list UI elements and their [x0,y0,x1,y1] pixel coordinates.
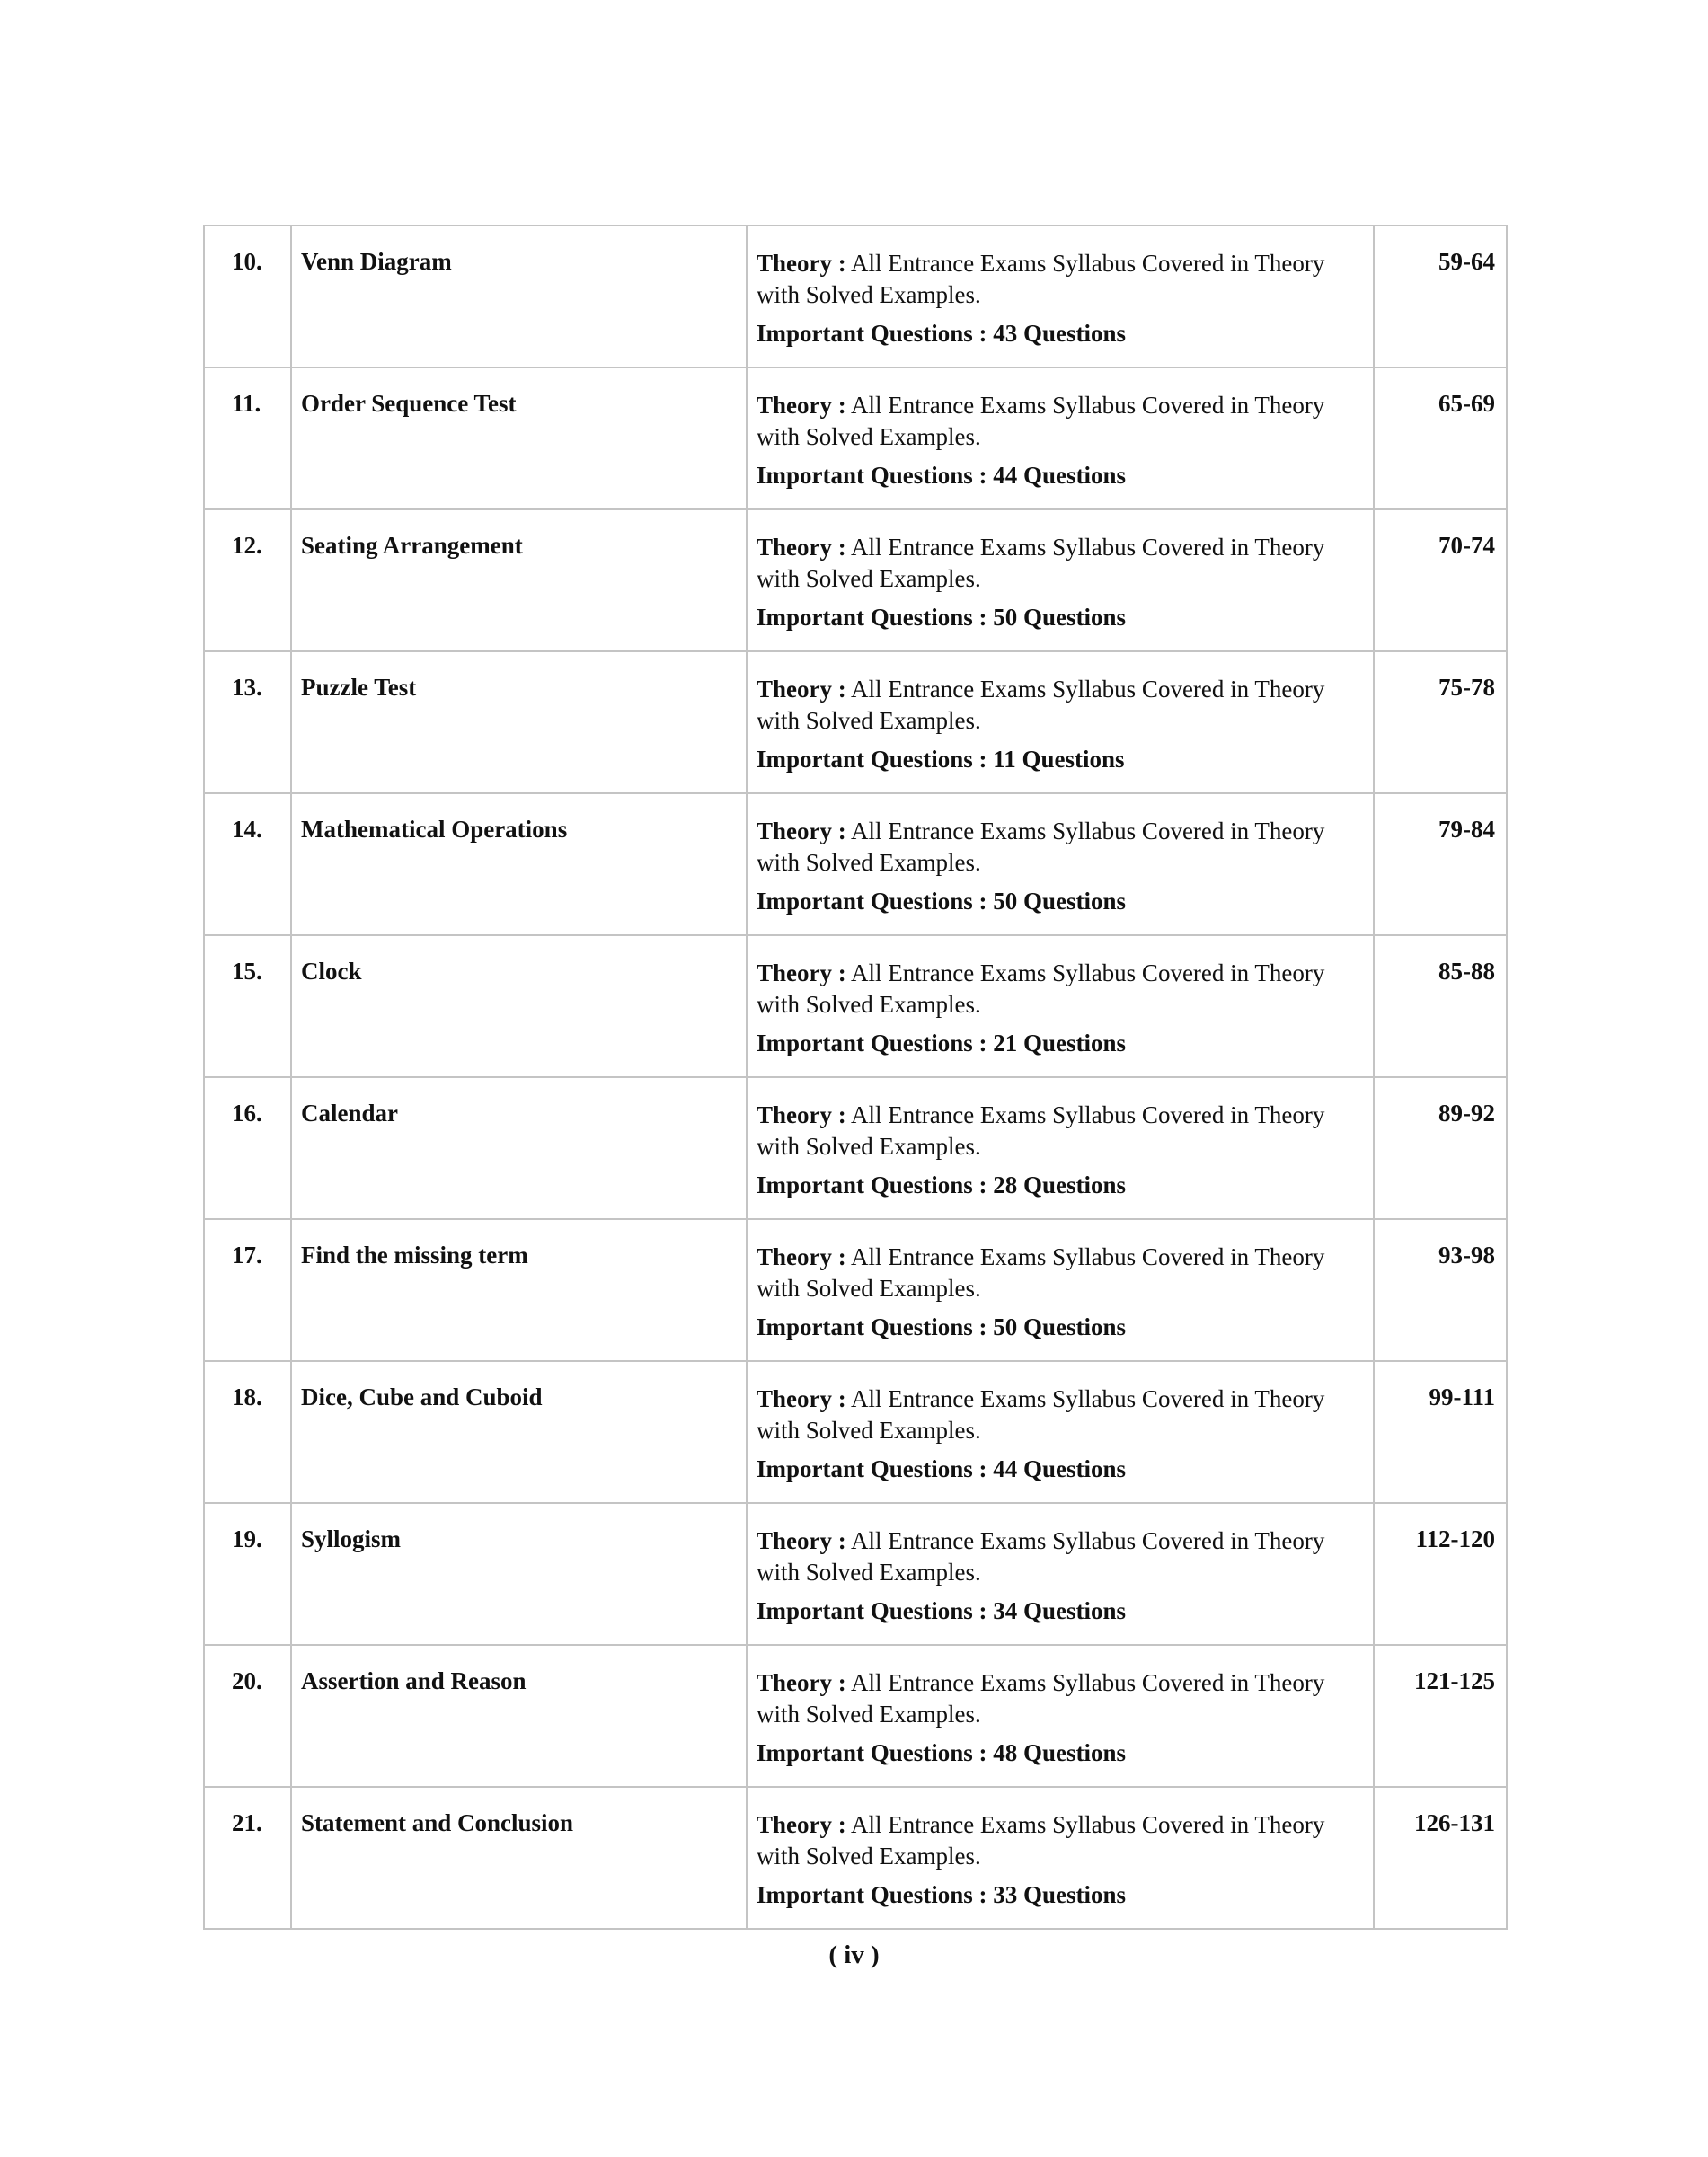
table-row [204,1645,1507,1787]
table-row [204,935,1507,1077]
chapter-number: 16. [204,1077,291,1219]
important-questions: Important Questions : 34 Questions [757,1597,1127,1624]
table-row [204,1219,1507,1361]
important-questions: Important Questions : 21 Questions [757,1030,1127,1056]
table-row [204,509,1507,651]
theory-text: All Entrance Exams Syllabus Covered in Theory with Solved Examples. [757,534,1325,592]
theory-label: Theory : [757,1669,846,1696]
important-questions: Important Questions : 11 Questions [757,746,1125,773]
theory-label: Theory : [757,1243,846,1270]
important-questions: Important Questions : 50 Questions [757,604,1127,631]
theory-label: Theory : [757,250,846,277]
page-range: 75-78 [1374,651,1507,793]
chapter-number: 11. [204,367,291,509]
chapter-description [747,1503,1374,1645]
chapter-title: Find the missing term [291,1219,747,1361]
table-row [204,225,1507,367]
chapter-description [747,1077,1374,1219]
theory-label: Theory : [757,818,846,844]
theory-label: Theory : [757,392,846,419]
theory-text: All Entrance Exams Syllabus Covered in Theory with Solved Examples. [757,1669,1325,1728]
table-row [204,367,1507,509]
chapter-description [747,1361,1374,1503]
theory-text: All Entrance Exams Syllabus Covered in Theory with Solved Examples. [757,1101,1325,1160]
chapter-title: Statement and Conclusion [291,1787,747,1929]
chapter-title: Venn Diagram [291,225,747,367]
chapter-title: Syllogism [291,1503,747,1645]
theory-label: Theory : [757,1101,846,1128]
chapter-description [747,1219,1374,1361]
page-range: 59-64 [1374,225,1507,367]
important-questions: Important Questions : 44 Questions [757,462,1127,489]
chapter-description [747,1787,1374,1929]
chapter-title: Mathematical Operations [291,793,747,935]
page-range: 65-69 [1374,367,1507,509]
chapter-description [747,225,1374,367]
chapter-number: 13. [204,651,291,793]
chapter-description [747,935,1374,1077]
page-range: 99-111 [1374,1361,1507,1503]
page-range: 85-88 [1374,935,1507,1077]
theory-label: Theory : [757,1527,846,1554]
page-range: 70-74 [1374,509,1507,651]
chapter-number: 21. [204,1787,291,1929]
page-range: 93-98 [1374,1219,1507,1361]
table-row [204,1787,1507,1929]
theory-text: All Entrance Exams Syllabus Covered in Theory with Solved Examples. [757,818,1325,876]
theory-label: Theory : [757,676,846,703]
chapter-description [747,367,1374,509]
chapter-number: 10. [204,225,291,367]
important-questions: Important Questions : 50 Questions [757,1313,1127,1340]
important-questions: Important Questions : 44 Questions [757,1455,1127,1482]
table-row [204,1361,1507,1503]
chapter-number: 19. [204,1503,291,1645]
theory-label: Theory : [757,959,846,986]
page-range: 79-84 [1374,793,1507,935]
table-row [204,1503,1507,1645]
chapter-title: Clock [291,935,747,1077]
page-range: 112-120 [1374,1503,1507,1645]
chapter-title: Assertion and Reason [291,1645,747,1787]
table-row [204,793,1507,935]
theory-label: Theory : [757,534,846,561]
page-range: 121-125 [1374,1645,1507,1787]
chapter-number: 14. [204,793,291,935]
chapter-title: Dice, Cube and Cuboid [291,1361,747,1503]
chapter-description [747,1645,1374,1787]
theory-text: All Entrance Exams Syllabus Covered in Theory with Solved Examples. [757,250,1325,308]
theory-text: All Entrance Exams Syllabus Covered in Theory with Solved Examples. [757,1527,1325,1586]
chapter-title: Seating Arrangement [291,509,747,651]
chapter-number: 18. [204,1361,291,1503]
important-questions: Important Questions : 50 Questions [757,888,1127,915]
chapter-number: 15. [204,935,291,1077]
table-of-contents [203,225,1508,1930]
theory-label: Theory : [757,1385,846,1412]
theory-text: All Entrance Exams Syllabus Covered in Theory with Solved Examples. [757,392,1325,450]
important-questions: Important Questions : 33 Questions [757,1881,1127,1908]
page-range: 89-92 [1374,1077,1507,1219]
chapter-title: Order Sequence Test [291,367,747,509]
chapter-description [747,651,1374,793]
chapter-description [747,509,1374,651]
chapter-title: Calendar [291,1077,747,1219]
theory-text: All Entrance Exams Syllabus Covered in Theory with Solved Examples. [757,1243,1325,1302]
page-range: 126-131 [1374,1787,1507,1929]
theory-text: All Entrance Exams Syllabus Covered in Theory with Solved Examples. [757,959,1325,1018]
chapter-description [747,793,1374,935]
important-questions: Important Questions : 48 Questions [757,1739,1127,1766]
theory-label: Theory : [757,1811,846,1838]
theory-text: All Entrance Exams Syllabus Covered in Theory with Solved Examples. [757,676,1325,734]
important-questions: Important Questions : 28 Questions [757,1171,1127,1198]
important-questions: Important Questions : 43 Questions [757,320,1127,347]
theory-text: All Entrance Exams Syllabus Covered in Theory with Solved Examples. [757,1811,1325,1870]
page-number: ( iv ) [828,1940,880,1969]
table-row [204,651,1507,793]
chapter-title: Puzzle Test [291,651,747,793]
chapter-number: 12. [204,509,291,651]
chapter-number: 17. [204,1219,291,1361]
chapter-number: 20. [204,1645,291,1787]
theory-text: All Entrance Exams Syllabus Covered in Theory with Solved Examples. [757,1385,1325,1444]
table-row [204,1077,1507,1219]
